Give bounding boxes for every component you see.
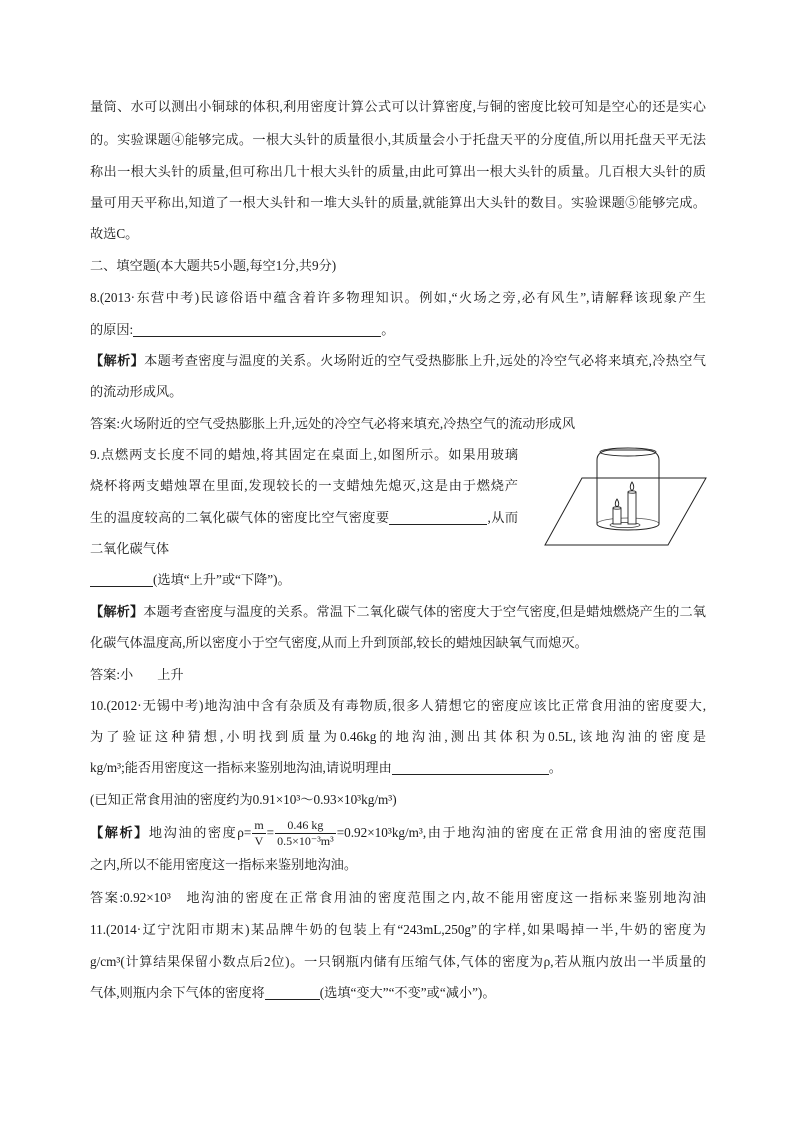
analysis-line: 之内,所以不能用密度这一指标来鉴别地沟油。 bbox=[90, 857, 358, 872]
answer-blank bbox=[133, 322, 381, 337]
question-stem-line bbox=[90, 983, 496, 1003]
tall-candle-flame bbox=[630, 482, 633, 491]
stem-text: 的原因: bbox=[90, 322, 134, 337]
continuation-line: 称出一根大头针的质量,但可称出几十根大头针的质量,由此可算出一根大头针的质量。几百根大头针的质 bbox=[90, 164, 706, 179]
stem-text: kg/m³;能否用密度这一指标来鉴别地沟油,请说明理由 bbox=[90, 760, 392, 775]
stem-text: (选填“变大”“不变”或“减小”)。 bbox=[319, 985, 496, 1000]
question-stem-line bbox=[90, 570, 291, 590]
stem-text: 生的温度较高的二氧化碳气体的密度比空气密度要 bbox=[90, 510, 390, 525]
continuation-line: 量筒、水可以测出小铜球的体积,利用密度计算公式可以计算密度,与铜的密度比较可知是空心的还是实心 bbox=[90, 99, 706, 114]
analysis-text: 本题考查密度与温度的关系。常温下二氧化碳气体的密度大于空气密度,但是蜡烛燃烧产生的二氧 bbox=[143, 604, 706, 619]
answer-label: 答案: bbox=[90, 667, 121, 682]
short-candle-flame bbox=[615, 499, 618, 507]
fraction-numerator: m bbox=[254, 818, 264, 833]
stem-text: (选填“上升”或“下降”)。 bbox=[153, 572, 291, 587]
question-stem-line: 9.点燃两支长度不同的蜡烛,将其固定在桌面上,如图所示。如果用玻璃 bbox=[90, 447, 518, 462]
answer-line bbox=[90, 888, 706, 908]
analysis-label: 【解析】 bbox=[90, 825, 149, 840]
stem-text: 。 bbox=[548, 760, 562, 775]
formula-result: =0.92×10³kg/m³ bbox=[336, 825, 423, 840]
tall-candle-top bbox=[628, 491, 636, 493]
question-stem-line: 8.(2013·东营中考)民谚俗语中蕴含着许多物理知识。例如,“火场之旁,必有风生”,请解释该现象产生 bbox=[90, 290, 706, 305]
analysis-line bbox=[90, 602, 706, 622]
analysis-text: 本题考查密度与温度的关系。火场附近的空气受热膨胀上升,远处的冷空气必将来填充,冷热空气 bbox=[144, 353, 706, 368]
analysis-label: 【解析】 bbox=[90, 353, 145, 368]
answer-value: 上升 bbox=[157, 667, 184, 682]
question-stem-line: 11.(2014·辽宁沈阳市期末)某品牌牛奶的包装上有“243mL,250g”的字样,如果喝掉一半,牛奶的密度为 bbox=[90, 922, 706, 937]
analysis-line bbox=[90, 351, 706, 371]
analysis-line bbox=[90, 817, 706, 849]
beaker-top bbox=[600, 448, 656, 456]
question-stem-line bbox=[90, 320, 394, 340]
equals-sign: = bbox=[266, 825, 275, 840]
continuation-line: 的。实验课题④能够完成。一根大头针的质量很小,其质量会小于托盘天平的分度值,所以用托盘天平无法 bbox=[90, 132, 706, 147]
answer-label: 答案: bbox=[90, 890, 124, 905]
question-stem-line: 烧杯将两支蜡烛罩在里面,发现较长的一支蜡烛先熄灭,这是由于燃烧产 bbox=[90, 478, 518, 493]
answer-value: 小 bbox=[120, 667, 134, 682]
stem-text: ,从而 bbox=[487, 510, 519, 525]
analysis-line: 的流动形成风。 bbox=[90, 384, 183, 399]
continuation-line: 量可用天平称出,知道了一根大头针和一堆大头针的质量,就能算出大头针的数目。实验课题⑤能够完成。 bbox=[90, 195, 706, 210]
short-candle-top bbox=[613, 507, 621, 509]
answer-blank bbox=[90, 572, 153, 587]
analysis-label: 【解析】 bbox=[90, 604, 144, 619]
section-heading: 二、填空题(本大题共5小题,每空1分,共9分) bbox=[90, 258, 337, 273]
answer-line bbox=[90, 665, 184, 685]
answer-line: 答案:火场附近的空气受热膨胀上升,远处的冷空气必将来填充,冷热空气的流动形成风 bbox=[90, 416, 576, 431]
fraction-denominator: 0.5×10⁻³m³ bbox=[277, 834, 334, 849]
question-stem-line: 为了验证这种猜想,小明找到质量为0.46kg的地沟油,测出其体积为0.5L,该地沟油的密度是 bbox=[90, 729, 706, 744]
tall-candle bbox=[628, 492, 636, 524]
fraction-mass-over-volume bbox=[275, 819, 336, 848]
fraction-m-over-v bbox=[252, 819, 265, 848]
stem-text: 气体,则瓶内余下气体的密度将 bbox=[90, 985, 265, 1000]
answer-value: 0.92×10³ bbox=[123, 890, 171, 905]
fraction-numerator: 0.46 kg bbox=[275, 819, 336, 834]
question-stem-line: 10.(2012·无锡中考)地沟油中含有杂质及有毒物质,很多人猜想它的密度应该比正常食用油的密度要大, bbox=[90, 698, 706, 713]
short-candle bbox=[613, 508, 621, 524]
analysis-text: 地沟油的密度ρ= bbox=[148, 825, 252, 840]
question-stem-line: g/cm³(计算结果保留小数点后2位)。一只钢瓶内储有压缩气体,气体的密度为ρ,若从瓶内放出一半质量的 bbox=[90, 954, 706, 969]
question-note: (已知正常食用油的密度约为0.91×10³～0.93×10³kg/m³) bbox=[90, 792, 397, 807]
answer-blank bbox=[392, 760, 549, 775]
beaker-rim-front bbox=[597, 524, 659, 530]
stem-text: 。 bbox=[381, 322, 395, 337]
answer-blank bbox=[389, 510, 487, 525]
question-stem-line bbox=[90, 508, 518, 528]
question-stem-line bbox=[90, 758, 562, 778]
analysis-line: 化碳气体温度高,所以密度小于空气密度,从而上升到顶部,较长的蜡烛因缺氧气而熄灭。 bbox=[90, 635, 588, 650]
fraction-denominator: V bbox=[254, 834, 264, 849]
candle-beaker-figure bbox=[540, 440, 710, 552]
answer-value: 地沟油的密度在正常食用油的密度范围之内,故不能用密度这一指标来鉴别地沟油 bbox=[184, 890, 706, 905]
table-surface bbox=[545, 478, 706, 545]
continuation-line: 故选C。 bbox=[90, 226, 139, 241]
answer-blank bbox=[265, 985, 320, 1000]
question-stem-line: 二氧化碳气体 bbox=[90, 541, 170, 556]
analysis-text: ,由于地沟油的密度在正常食用油的密度范围 bbox=[422, 825, 707, 840]
